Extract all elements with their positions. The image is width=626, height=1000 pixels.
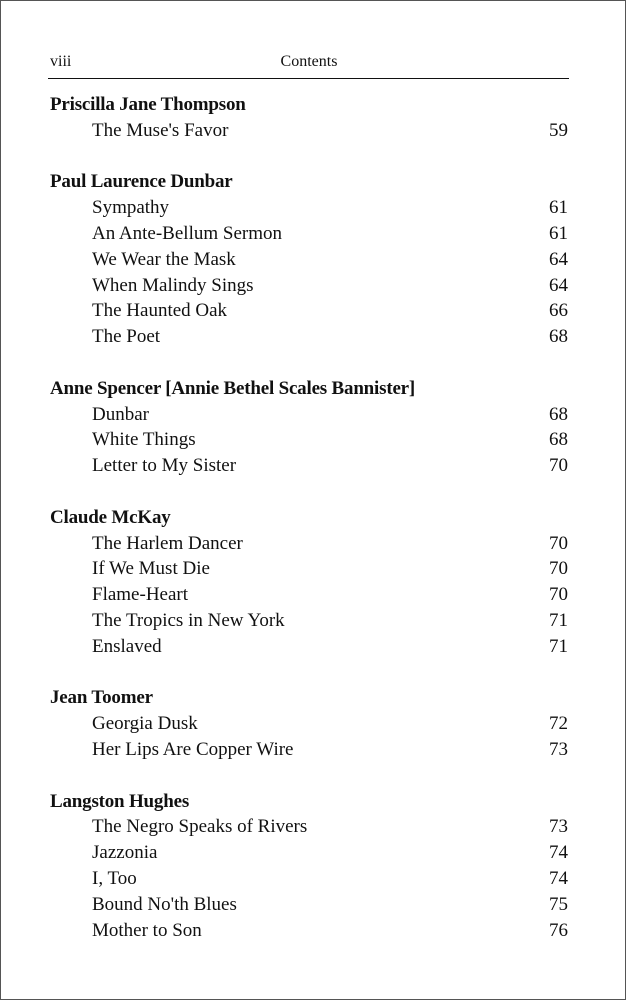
entry-title: Her Lips Are Copper Wire: [92, 738, 294, 760]
entry-page-number: 76: [549, 919, 568, 941]
toc-entry: [50, 840, 568, 866]
entry-title: Sympathy: [92, 197, 170, 219]
entry-page-number: 75: [549, 893, 568, 915]
author-heading: Langston Hughes: [50, 790, 190, 812]
toc-section: [50, 685, 568, 762]
entry-title: Enslaved: [92, 635, 162, 657]
entry-page-number: 71: [549, 635, 568, 657]
entry-page-number: 70: [549, 558, 568, 580]
entry-page-number: 74: [549, 842, 568, 864]
author-heading: Paul Laurence Dunbar: [50, 171, 233, 193]
toc-section: [50, 376, 568, 479]
entry-page-number: 61: [549, 222, 568, 244]
entry-page-number: 64: [549, 274, 568, 296]
entry-title: An Ante-Bellum Sermon: [92, 222, 282, 244]
toc-entry: [50, 247, 568, 273]
toc-entry: [50, 324, 568, 350]
author-heading: Anne Spencer [Annie Bethel Scales Bannister]: [50, 377, 416, 399]
entry-title: The Harlem Dancer: [92, 532, 243, 554]
entry-page-number: 71: [549, 609, 568, 631]
toc-entry: [50, 737, 568, 763]
toc-entry: [50, 582, 568, 608]
toc-entry: [50, 711, 568, 737]
entry-page-number: 72: [549, 713, 568, 735]
toc-section: [50, 789, 568, 944]
entry-title: The Poet: [92, 326, 161, 348]
toc-entry: [50, 402, 568, 428]
page-number: viii: [50, 53, 72, 70]
toc-entry: [50, 221, 568, 247]
author-heading: Claude McKay: [50, 506, 171, 528]
entry-title: When Malindy Sings: [92, 274, 254, 296]
entry-title: The Negro Speaks of Rivers: [92, 816, 308, 838]
toc-entry: [50, 814, 568, 840]
toc-entry: [50, 866, 568, 892]
entry-title: I, Too: [92, 867, 137, 889]
entry-page-number: 70: [549, 584, 568, 606]
toc-entry: [50, 556, 568, 582]
toc-entry: [50, 273, 568, 299]
entry-page-number: 73: [549, 738, 568, 760]
toc-entry: [50, 892, 568, 918]
entry-page-number: 61: [549, 197, 568, 219]
entry-title: If We Must Die: [92, 558, 210, 580]
entry-page-number: 74: [549, 867, 568, 889]
running-header: [50, 53, 568, 75]
entry-title: Georgia Dusk: [92, 713, 198, 735]
running-title: Contents: [280, 53, 338, 70]
table-of-contents: [50, 92, 568, 969]
header-rule: [48, 78, 569, 79]
entry-title: The Tropics in New York: [92, 609, 285, 631]
entry-title: Dunbar: [92, 403, 149, 425]
entry-page-number: 68: [549, 326, 568, 348]
author-heading: Jean Toomer: [50, 687, 153, 709]
toc-entry: [50, 298, 568, 324]
toc-entry: [50, 608, 568, 634]
entry-title: Letter to My Sister: [92, 455, 237, 477]
toc-entry: [50, 453, 568, 479]
entry-title: The Muse's Favor: [92, 119, 229, 141]
entry-title: Jazzonia: [92, 842, 158, 864]
toc-entry: [50, 531, 568, 557]
toc-section: [50, 92, 568, 144]
toc-entry: [50, 427, 568, 453]
toc-entry: [50, 634, 568, 660]
entry-title: Mother to Son: [92, 919, 202, 941]
entry-page-number: 68: [549, 429, 568, 451]
entry-page-number: 66: [549, 300, 568, 322]
author-heading: Priscilla Jane Thompson: [50, 94, 246, 115]
entry-page-number: 70: [549, 532, 568, 554]
entry-page-number: 64: [549, 248, 568, 270]
entry-title: White Things: [92, 429, 196, 451]
entry-title: Flame-Heart: [92, 584, 189, 606]
entry-title: Bound No'th Blues: [92, 893, 237, 915]
entry-page-number: 68: [549, 403, 568, 425]
entry-page-number: 59: [549, 119, 568, 141]
toc-entry: [50, 918, 568, 944]
entry-page-number: 70: [549, 455, 568, 477]
toc-section: [50, 505, 568, 660]
entry-title: The Haunted Oak: [92, 300, 228, 322]
toc-entry: [50, 118, 568, 144]
toc-section: [50, 169, 568, 350]
entry-page-number: 73: [549, 816, 568, 838]
toc-entry: [50, 195, 568, 221]
entry-title: We Wear the Mask: [92, 248, 236, 270]
